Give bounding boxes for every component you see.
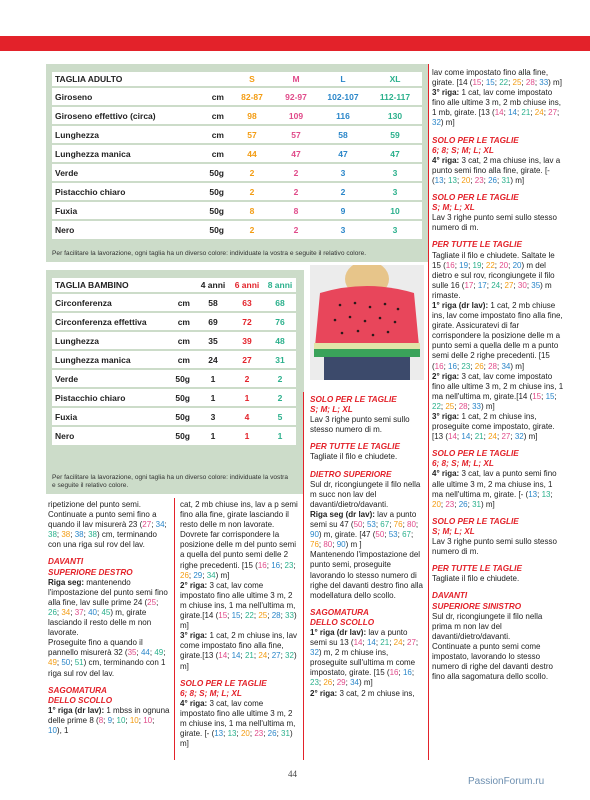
page-number: 44 — [288, 769, 297, 779]
table-row — [52, 125, 422, 144]
value-cell: 47 — [318, 144, 368, 163]
value-cell: 27 — [230, 350, 264, 369]
sweater-illustration — [310, 265, 424, 380]
value-cell: 2 — [318, 182, 368, 201]
table-row — [52, 293, 296, 312]
table-row — [52, 201, 422, 220]
text-column-1: ripetizione del punto semi. Continuate a punto semi fino a quando il lav misurerà 23 (27; 34; 38; 38; 38; 38) cm, terminando con una riga sul rov del lav. DAVANTI SUPERIORE DESTRO Riga seg: mantenendo l'impostazione del punto semi fino alla fine, lav sulle prime 24 (25; 26; 34; 37; 40; 45) m, girate lasciando il resto delle m non lavorate. Proseguite fino a quando il pannello misurerà 32 (35; 44; 49; 49; 50; 51) cm, terminando con 1 riga sul rov del lav. SAGOMATURA DELLO SCOLLO 1° riga (dr lav): 1 mbss in ognuna delle prime 8 (8; 9; 10; 10; 10; 10), 1 — [48, 500, 170, 735]
value-cell: 31 — [264, 350, 296, 369]
value-cell: 1 — [196, 369, 230, 388]
value-cell: 47 — [274, 144, 318, 163]
child-size-table — [52, 276, 296, 445]
value-cell: 59 — [368, 125, 422, 144]
table-row — [52, 312, 296, 331]
value-cell: 1 — [196, 388, 230, 407]
value-cell: S — [230, 71, 274, 87]
unit-cell: 50g — [150, 369, 196, 388]
value-cell: 39 — [230, 331, 264, 350]
value-cell: 58 — [318, 125, 368, 144]
row-label: Circonferenza effettiva — [52, 312, 150, 331]
value-cell: 3 — [368, 182, 422, 201]
unit-cell: 50g — [188, 182, 230, 201]
value-cell: 2 — [230, 369, 264, 388]
value-cell: 1 — [264, 426, 296, 445]
unit-cell: cm — [150, 293, 196, 312]
value-cell: 72 — [230, 312, 264, 331]
value-cell: 3 — [318, 163, 368, 182]
unit-cell: 50g — [188, 201, 230, 220]
text-column-2: cat, 2 mb chiuse ins, lav a p semi fino alla fine, girate lasciando il resto delle m non lavorate. Dovrete far corrispondere la posizione delle m del punto semi a quella del punto semi delle 2 righe precedenti. [15 (16; 16; 23; 26; 29; 34) m] 2° riga: 3 cat, lav come impostato fino alle ultime 3 m, 2 m chiuse ins, 1 ma nell'ultima m, girate.[14 (15; 15; 22; 25; 28; 33) m] 3° riga: 1 cat, 2 m chiuse ins, lav come impostato fino alla fine, girate.[13 (14; 14; 21; 24; 27; 32) m] SOLO PER LE TAGLIE 6; 8; S; M; L; XL 4° riga: 3 cat, lav come impostato fino alle ultime 3 m, 2 m chiuse ins, 1 ma nell'ultima m, girate. [- (13; 13; 20; 23; 26; 31) m] — [180, 500, 298, 749]
column-divider-right — [428, 64, 429, 760]
value-cell: 116 — [318, 106, 368, 125]
value-cell: 92-97 — [274, 87, 318, 106]
value-cell: 2 — [230, 220, 274, 239]
row-label: Fuxia — [52, 407, 150, 426]
value-cell: 2 — [264, 388, 296, 407]
table-title: TAGLIA ADULTO — [52, 71, 188, 87]
value-cell: 102-107 — [318, 87, 368, 106]
row-label: Lunghezza manica — [52, 350, 150, 369]
unit-cell: cm — [188, 125, 230, 144]
value-cell: 35 — [196, 331, 230, 350]
unit-cell: 50g — [188, 163, 230, 182]
value-cell: 82-87 — [230, 87, 274, 106]
table-row — [52, 350, 296, 369]
row-label: Pistacchio chiaro — [52, 388, 150, 407]
table-row — [52, 182, 422, 201]
table-header-row — [52, 71, 422, 87]
value-cell: 76 — [264, 312, 296, 331]
value-cell: 112-117 — [368, 87, 422, 106]
row-label: Nero — [52, 220, 188, 239]
sweater-photo — [310, 265, 424, 380]
value-cell: 109 — [274, 106, 318, 125]
unit-cell — [188, 71, 230, 87]
value-cell: 4 anni — [196, 277, 230, 293]
child-table-note: Per facilitare la lavorazione, ogni taglia ha un diverso colore: individuate la vostra e seguite il relativo colore. — [52, 474, 289, 490]
value-cell: 2 — [230, 163, 274, 182]
value-cell: 2 — [230, 182, 274, 201]
value-cell: 2 — [274, 220, 318, 239]
value-cell: 1 — [230, 426, 264, 445]
table-row — [52, 426, 296, 445]
value-cell: 1 — [196, 426, 230, 445]
value-cell: 3 — [368, 163, 422, 182]
table-row — [52, 331, 296, 350]
unit-cell: cm — [188, 87, 230, 106]
row-label: Lunghezza manica — [52, 144, 188, 163]
value-cell: 10 — [368, 201, 422, 220]
row-label: Lunghezza — [52, 331, 150, 350]
value-cell: M — [274, 71, 318, 87]
adult-size-table — [52, 70, 422, 239]
table-row — [52, 144, 422, 163]
column-divider-left — [174, 498, 175, 760]
value-cell: 2 — [274, 182, 318, 201]
value-cell: 6 anni — [230, 277, 264, 293]
value-cell: 48 — [264, 331, 296, 350]
unit-cell: cm — [150, 350, 196, 369]
watermark: PassionForum.ru — [468, 776, 545, 787]
value-cell: 24 — [196, 350, 230, 369]
unit-cell: cm — [150, 312, 196, 331]
value-cell: 57 — [230, 125, 274, 144]
value-cell: 8 — [274, 201, 318, 220]
row-label: Nero — [52, 426, 150, 445]
unit-cell — [150, 277, 196, 293]
value-cell: 68 — [264, 293, 296, 312]
value-cell: 47 — [368, 144, 422, 163]
column-divider-mid — [303, 392, 304, 760]
value-cell: 2 — [274, 163, 318, 182]
unit-cell: cm — [150, 331, 196, 350]
table-row — [52, 106, 422, 125]
table-row — [52, 388, 296, 407]
value-cell: 130 — [368, 106, 422, 125]
value-cell: 4 — [230, 407, 264, 426]
value-cell: 58 — [196, 293, 230, 312]
value-cell: 3 — [318, 220, 368, 239]
value-cell: 3 — [368, 220, 422, 239]
table-row — [52, 369, 296, 388]
value-cell: 44 — [230, 144, 274, 163]
value-cell: 98 — [230, 106, 274, 125]
top-red-band — [0, 36, 590, 51]
table-row — [52, 407, 296, 426]
value-cell: 63 — [230, 293, 264, 312]
table-header-row — [52, 277, 296, 293]
value-cell: 5 — [264, 407, 296, 426]
row-label: Giroseno effettivo (circa) — [52, 106, 188, 125]
text-column-4: lav come impostato fino alla fine, girate. [14 (15; 15; 22; 25; 28; 33) m] 3° riga: 1 cat, lav come impostato fino alle ultime 3 m, 2 mb chiuse ins, 1 mb, girate. [13 (14; 14; 21; 24; 27; 32) m] SOLO PER LE TAGLIE 6; 8; S; M; L; XL 4° riga: 3 cat, 2 ma chiuse ins, lav a punto semi fino alla fine, girate. [- (13; 13; 20; 23; 26; 31) m] SOLO PER LE TAGLIE S; M; L; XL Lav 3 righe punto semi sullo stesso numero di m. PER TUTTE LE TAGLIE Tagliate il filo e chiudete. Saltate le 15 (16; 19; 19; 22; 20; 20) m del dietro e sul rov, ricongiungete il filo sulle 16 (17; 17; 24; 27; 30; 35) m rimaste. 1° riga (dr lav): 1 cat, 2 mb chiuse ins, lav come impostato fino alla fine, girate. Assicuratevi di far corrispondere la posizione delle m a punto semi a quella delle m a punto semi delle 2 righe precedenti. [15 (16; 16; 23; 26; 28; 34) m] 2° riga: 3 cat, lav come impostato fino alle ultime 3 m, 2 m chiuse ins, 1 ma nell'ultima m, girate.[14 (15; 15; 22; 25; 28; 33) m] 3° riga: 1 cat, 2 m chiuse ins, proseguite come impostato, girate. [13 (14; 14; 21; 24; 27; 32) m] SOLO PER LE TAGLIE 6; 8; S; M; L; XL 4° riga: 3 cat, lav a punto semi fino alle ultime 3 m, 2 ma chiuse ins, 1 ma nell'ultima m, girate. [- (13; 13; 20; 23; 26; 31) m] SOLO PER LE TAGLIE S; M; L; XL Lav 3 righe punto semi sullo stesso numero di m. PER TUTTE LE TAGLIE Tagliate il filo e chiudete. DAVANTI SUPERIORE SINISTRO Sul dr, ricongiungete il filo nella prima m non lav del davanti/dietro/davanti. Continuate a punto semi come impostato, lavorando lo stesso numero di righe del davanti destro fino alla sagomatura dello scollo. — [432, 68, 564, 682]
value-cell: 2 — [264, 369, 296, 388]
value-cell: 3 — [196, 407, 230, 426]
unit-cell: 50g — [150, 388, 196, 407]
text-column-3: SOLO PER LE TAGLIE S; M; L; XL Lav 3 righe punto semi sullo stesso numero di m. PER TUTTE LE TAGLIE Tagliate il filo e chiudete. DIETRO SUPERIORE Sul dr, ricongiungete il filo nella m succ non lav del davanti/dietro/davanti. Riga seg (dr lav): lav a punto semi su 47 (50; 53; 67; 76; 80; 90) m, girate. [47 (50; 53; 67; 76; 80; 90) m ] Mantenendo l'impostazione del punto semi, proseguite lavorando lo stesso numero di righe del davanti destro fino alla modellatura dello scollo. SAGOMATURA DELLO SCOLLO 1° riga (dr lav): lav a punto semi su 13 (14; 14; 21; 24; 27; 32) m, 2 m chiuse ins, proseguite sull'ultima m come impostato, girate. [15 (16; 16; 23; 26; 29; 34) m] 2° riga: 3 cat, 2 m chiuse ins, — [310, 395, 423, 698]
unit-cell: cm — [188, 106, 230, 125]
unit-cell: 50g — [150, 426, 196, 445]
row-label: Verde — [52, 163, 188, 182]
row-label: Circonferenza — [52, 293, 150, 312]
value-cell: 8 — [230, 201, 274, 220]
value-cell: 69 — [196, 312, 230, 331]
table-row — [52, 220, 422, 239]
row-label: Giroseno — [52, 87, 188, 106]
value-cell: L — [318, 71, 368, 87]
table-row — [52, 163, 422, 182]
value-cell: 1 — [230, 388, 264, 407]
value-cell: 8 anni — [264, 277, 296, 293]
row-label: Pistacchio chiaro — [52, 182, 188, 201]
table-row — [52, 87, 422, 106]
value-cell: 57 — [274, 125, 318, 144]
table-title: TAGLIA BAMBINO — [52, 277, 150, 293]
unit-cell: cm — [188, 144, 230, 163]
value-cell: 9 — [318, 201, 368, 220]
unit-cell: 50g — [188, 220, 230, 239]
value-cell: XL — [368, 71, 422, 87]
adult-table-note: Per facilitare la lavorazione, ogni taglia ha un diverso colore: individuate la vostra e seguite il relativo colore. — [52, 250, 367, 257]
unit-cell: 50g — [150, 407, 196, 426]
row-label: Fuxia — [52, 201, 188, 220]
row-label: Lunghezza — [52, 125, 188, 144]
row-label: Verde — [52, 369, 150, 388]
